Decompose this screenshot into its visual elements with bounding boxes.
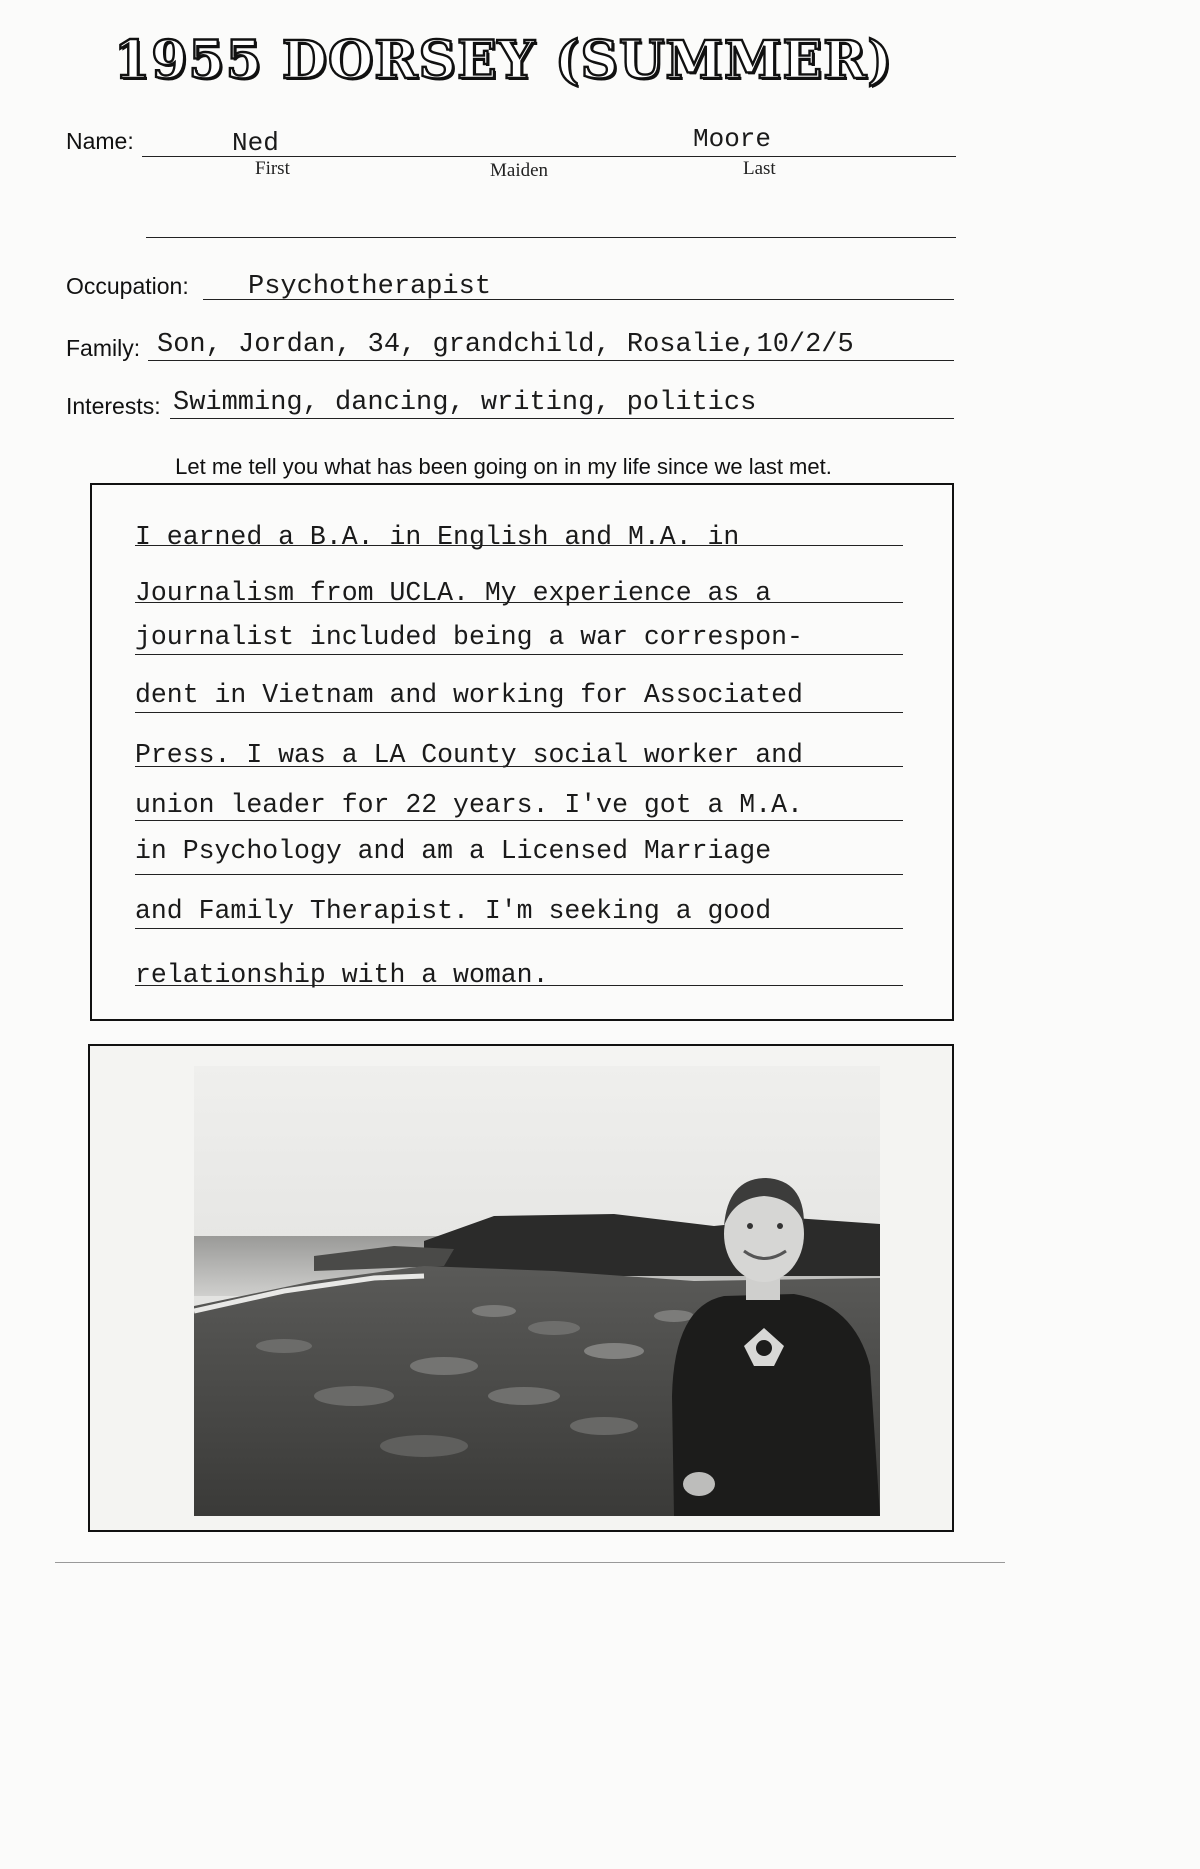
story-line: I earned a B.A. in English and M.A. in	[135, 522, 740, 552]
occupation-rule	[203, 299, 954, 300]
last-sublabel: Last	[743, 158, 776, 179]
story-line: in Psychology and am a Licensed Marriage	[135, 836, 772, 866]
form-title: 1955 DORSEY (SUMMER)	[114, 30, 893, 91]
story-rule	[135, 545, 903, 546]
last-name-value: Moore	[693, 124, 772, 154]
story-rule	[135, 766, 903, 767]
story-line: and Family Therapist. I'm seeking a good	[135, 896, 772, 926]
maiden-sublabel: Maiden	[490, 160, 549, 181]
beach-portrait-photo	[194, 1066, 880, 1516]
story-rule	[135, 820, 903, 821]
occupation-label: Occupation:	[66, 273, 189, 299]
story-line: dent in Vietnam and working for Associated	[135, 680, 803, 710]
story-line: relationship with a woman.	[135, 960, 549, 990]
story-rule	[135, 602, 903, 603]
intro-text: Let me tell you what has been going on in my life since we last met.	[175, 454, 832, 479]
interests-value: Swimming, dancing, writing, politics	[173, 388, 757, 418]
first-sublabel: First	[255, 158, 290, 179]
interests-rule	[170, 418, 954, 419]
first-name-value: Ned	[232, 128, 279, 158]
family-value: Son, Jordan, 34, grandchild, Rosalie,10/2/5	[157, 330, 854, 360]
address-rule	[146, 237, 956, 238]
interests-label: Interests:	[66, 393, 161, 419]
story-rule	[135, 985, 903, 986]
story-line: Journalism from UCLA. My experience as a	[135, 578, 772, 608]
story-rule	[135, 874, 903, 875]
story-rule	[135, 928, 903, 929]
story-line: journalist included being a war correspon-	[135, 622, 803, 652]
story-rule	[135, 712, 903, 713]
photo-frame	[88, 1044, 954, 1532]
family-rule	[148, 360, 954, 361]
story-rule	[135, 654, 903, 655]
name-rule	[142, 156, 956, 157]
name-label: Name:	[66, 128, 134, 154]
occupation-value: Psychotherapist	[248, 272, 492, 302]
story-line: union leader for 22 years. I've got a M.A.	[135, 790, 803, 820]
page-edge	[55, 1562, 1005, 1563]
family-label: Family:	[66, 335, 141, 361]
story-line: Press. I was a LA County social worker and	[135, 740, 803, 770]
